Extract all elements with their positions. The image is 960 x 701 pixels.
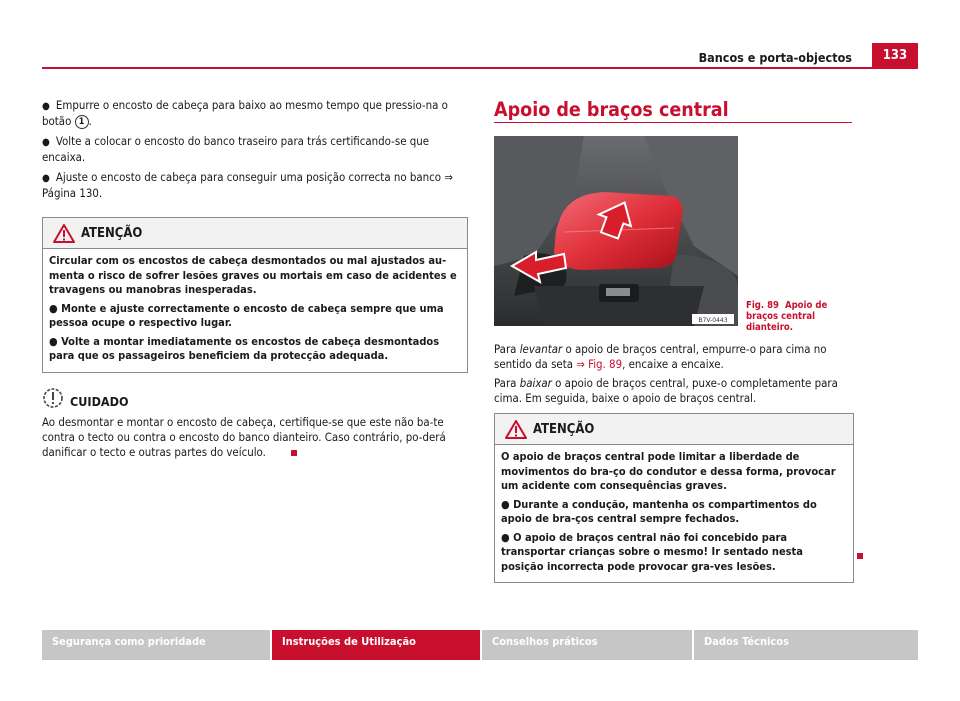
bullet-dot: ● [42,137,50,148]
para-emphasis: levantar [519,342,563,356]
warning-triangle-icon [53,224,75,243]
warning-bullet: ● O apoio de braços central não foi concebido para transportar crianças sobre o mesmo! Ir sentado nesta posição incorrecta pode provocar gra-ves lesões. [501,530,803,573]
warning-box [494,413,854,583]
paragraph-lower [494,376,854,406]
figure-reference-link[interactable]: ⇒ Fig. 89 [576,357,623,371]
button-1-badge: 1 [75,115,89,129]
figure-label: Fig. 89 [746,300,779,311]
section-title-rule [494,122,852,123]
footer-tab-advice[interactable]: Conselhos práticos [482,630,692,660]
warning-body [495,445,853,582]
chapter-title: Bancos e porta-objectos [698,50,852,65]
warning-body [43,249,467,372]
para-text: Para [494,342,520,356]
section-end-marker [857,553,863,559]
bullet-item [42,170,468,201]
caution-header [42,387,468,413]
caution-text: Ao desmontar e montar o encosto de cabeça, certifique-se que este não ba-te contra o tecto ou contra o encosto do banco dianteiro. Caso contrário, po-derá danificar o tecto e outras partes do veículo. [42,414,446,459]
footer-nav [42,630,918,660]
warning-text: O apoio de braços central pode limitar a liberdade de movimentos do bra-ço do condutor e dessa forma, provocar um acidente com consequências graves. [501,450,836,492]
warning-bullet: ● Monte e ajuste correctamente o encosto de cabeça sempre que uma pessoa ocupe o respectivo lugar. [49,301,444,329]
warning-title: ATENÇÃO [81,226,143,241]
bullet-text-end: . [88,114,92,128]
warning-bullet: ● Durante a condução, mantenha os compartimentos do apoio de bra-ços central sempre fechados. [501,497,817,525]
armrest-illustration [494,136,738,326]
caution-exclamation-icon [42,387,64,409]
footer-tab-instructions[interactable]: Instruções de Utilização [272,630,480,660]
caution-text-block [42,415,468,460]
page-number: 133 [872,43,918,69]
bullet-dot: ● [42,173,50,184]
warning-header [43,218,467,249]
footer-tab-safety[interactable]: Segurança como prioridade [42,630,270,660]
bullet-item [42,134,468,165]
bullet-dot: ● [42,101,50,112]
warning-header [495,414,853,445]
para-text: o apoio de braços central, empurre-o para cima no sentido da seta [494,342,827,371]
para-text: Para [494,376,520,390]
bullet-text: Empurre o encosto de cabeça para baixo ao mesmo tempo que pressio-na o botão [42,98,448,128]
left-column [42,98,468,460]
warning-triangle-icon [505,420,527,439]
para-text: , encaixe a encaixe. [622,357,724,371]
paragraph-raise [494,342,854,372]
section-end-marker [291,450,297,456]
figure-code: B7V-0443 [698,317,728,324]
bullet-text: Volte a colocar o encosto do banco traseiro para trás certificando-se que encaixa. [42,134,430,164]
footer-tab-technical[interactable]: Dados Técnicos [694,630,918,660]
caution-title: CUIDADO [70,393,129,409]
para-text: o apoio de braços central, puxe-o completamente para cima. Em seguida, baixe o apoio de braços central. [494,376,838,405]
warning-text: Circular com os encostos de cabeça desmontados ou mal ajustados au-menta o risco de sofrer lesões graves ou mortais em caso de acidentes e travagens ou manobras inesperadas. [49,254,457,296]
bullet-item [42,98,468,129]
section-title: Apoio de braços central [494,98,729,121]
bullet-text: Ajuste o encosto de cabeça para conseguir uma posição correcta no banco ⇒ Página 130. [42,170,453,200]
figure-caption [746,300,856,333]
right-column [494,98,852,122]
armrest-figure [494,136,738,326]
para-emphasis: baixar [519,376,552,390]
warning-box [42,217,468,373]
warning-bullet: ● Volte a montar imediatamente os encostos de cabeça desmontados para que os passageiros beneficiem da protecção adequada. [49,334,440,362]
figure-caption-text: Apoio de braços central dianteiro. [746,300,828,333]
warning-title: ATENÇÃO [533,422,595,437]
header-rule [42,67,918,69]
